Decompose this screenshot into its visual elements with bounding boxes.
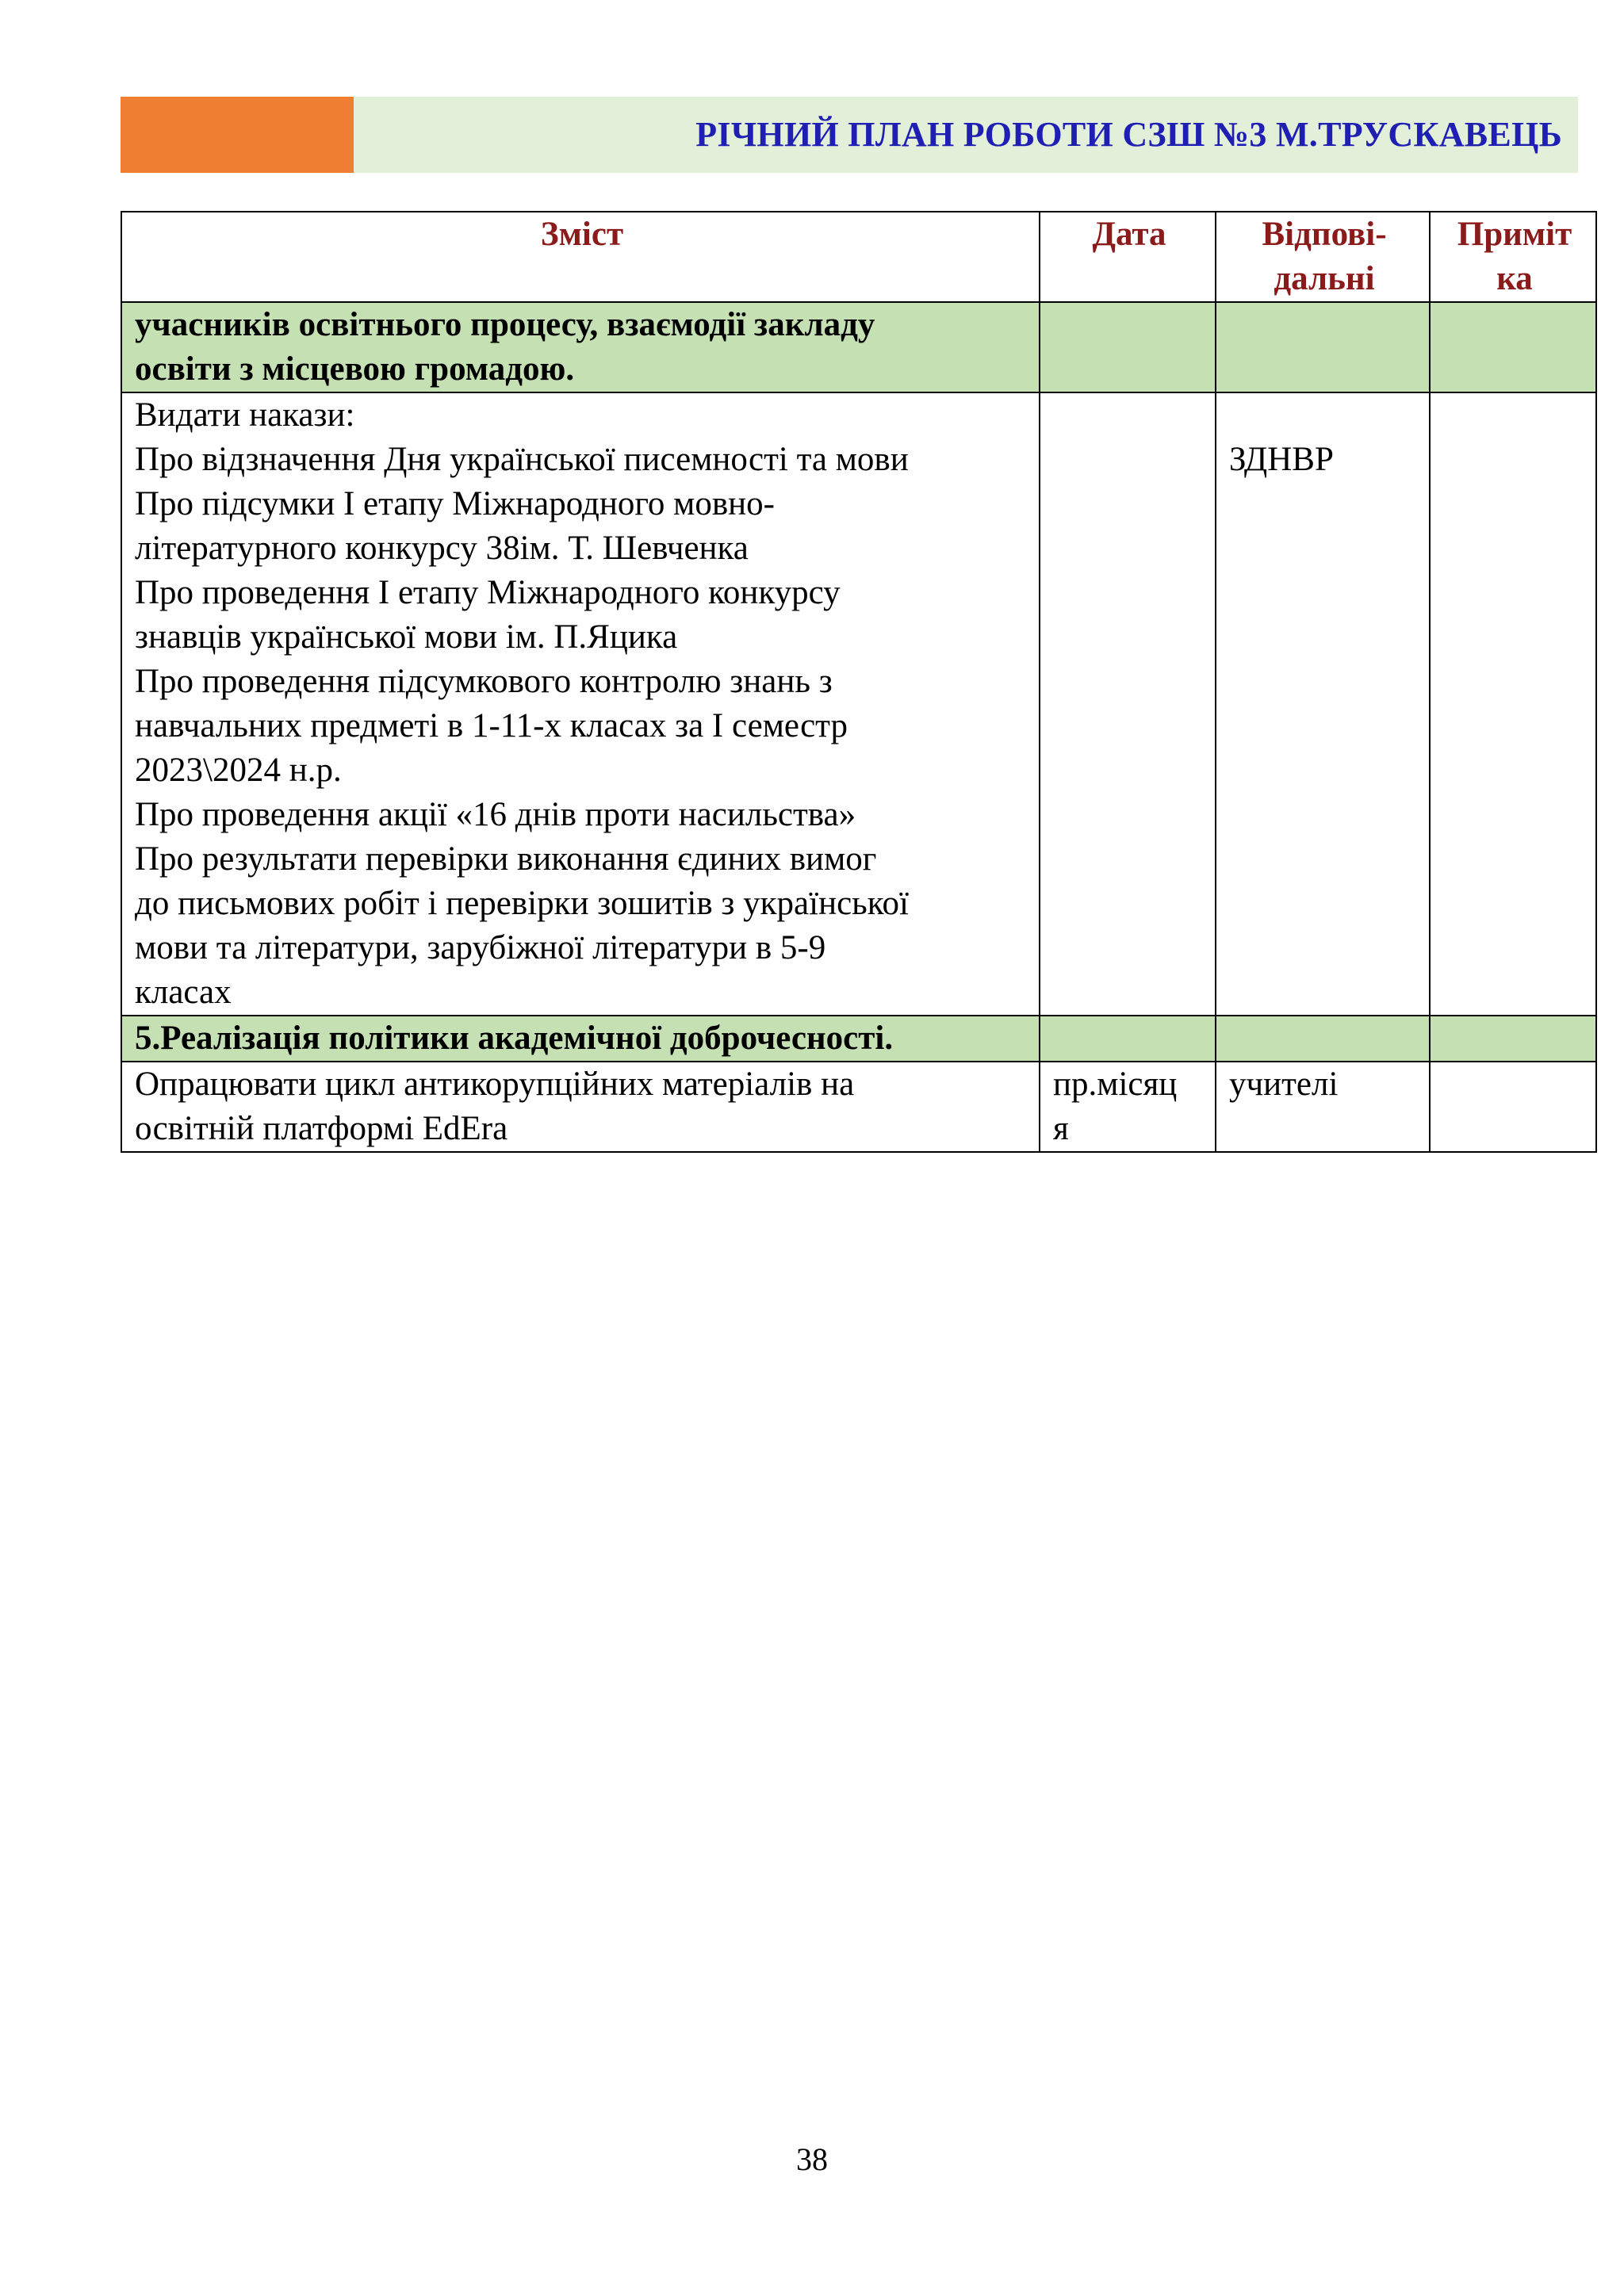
responsible-cell: учителі xyxy=(1216,1062,1430,1152)
table-row-section xyxy=(121,1016,1596,1062)
note-cell xyxy=(1430,392,1596,1016)
empty-cell xyxy=(1430,302,1596,392)
table-row-section xyxy=(121,302,1596,392)
empty-cell xyxy=(1040,1016,1216,1062)
content-cell: Видати накази: Про відзначення Дня української писемності та мови Про підсумки І етапу Міжнародного мовно- літературного конкурсу 38ім. Т. Шевченка Про проведення І етапу Міжнародного конкурсу знавців української мови ім. П.Яцика Про проведення підсумкового контролю знань з навчальних предметі в 1-11-х класах за І семестр 2023\2024 н.р. Про проведення акції «16 днів проти насильства» Про результати перевірки виконання єдиних вимог до письмових робіт і перевірки зошитів з української мови та літератури, зарубіжної літератури в 5-9 класах xyxy=(121,392,1040,1016)
column-header-content: Зміст xyxy=(121,212,1040,302)
table-header-row xyxy=(121,212,1596,302)
note-cell xyxy=(1430,1062,1596,1152)
empty-cell xyxy=(1040,302,1216,392)
header-band xyxy=(121,97,1578,173)
date-cell: пр.місяц я xyxy=(1040,1062,1216,1152)
table-row xyxy=(121,1062,1596,1152)
date-cell xyxy=(1040,392,1216,1016)
header-accent-block xyxy=(121,97,354,173)
page-number: 38 xyxy=(796,2141,828,2177)
column-header-responsible: Відпові- дальні xyxy=(1216,212,1430,302)
empty-cell xyxy=(1216,302,1430,392)
column-header-date: Дата xyxy=(1040,212,1216,302)
responsible-cell: ЗДНВР xyxy=(1216,392,1430,1016)
empty-cell xyxy=(1430,1016,1596,1062)
content-cell: Опрацювати цикл антикорупційних матеріалів на освітній платформі EdEra xyxy=(121,1062,1040,1152)
empty-cell xyxy=(1216,1016,1430,1062)
plan-table xyxy=(121,211,1597,1153)
column-header-note: Приміт ка xyxy=(1430,212,1596,302)
section-title-cell: учасників освітнього процесу, взаємодії закладу освіти з місцевою громадою. xyxy=(121,302,1040,392)
section-title-cell: 5.Реалізація політики академічної доброчесності. xyxy=(121,1016,1040,1062)
table-row xyxy=(121,392,1596,1016)
page-header-title: РІЧНИЙ ПЛАН РОБОТИ СЗШ №3 М.ТРУСКАВЕЦЬ xyxy=(695,115,1562,154)
